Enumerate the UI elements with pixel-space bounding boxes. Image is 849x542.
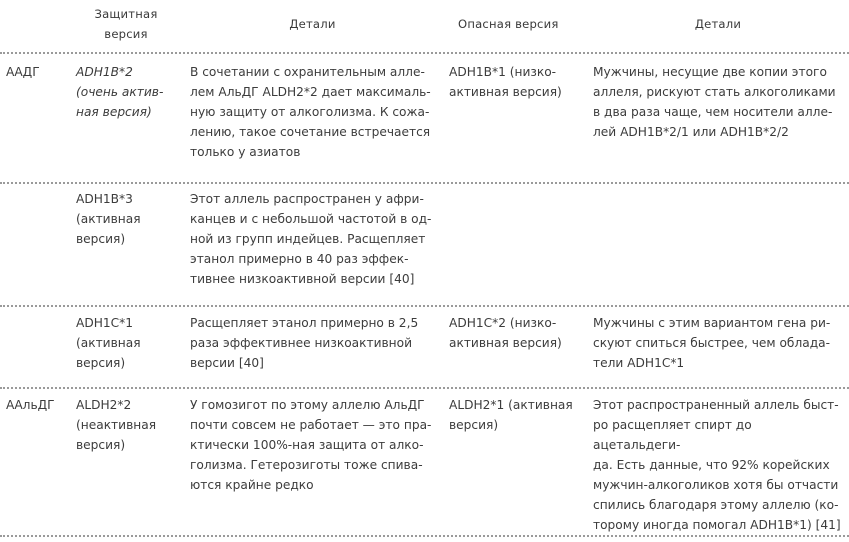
header-details-1: Детали	[289, 17, 336, 31]
row4-protective: ALDH2*2 (неактивная версия)	[76, 398, 157, 452]
row2-separator	[0, 305, 849, 307]
row1-separator	[0, 182, 849, 184]
row4-details: У гомозигот по этому аллелю АльДГ почти совсем не работает — это пра- ктически 100%-ная защита от алко- голизма. Гетерозиготы тоже спива- ются крайне редко	[190, 398, 432, 492]
header-separator	[0, 52, 849, 54]
row1-dangerous-details: Мужчины, несущие две копии этого аллеля, рискуют стать алкоголиками в два раза чаще, чем носители алле- лей ADH1B*2/1 или ADH1B*2/2	[593, 65, 836, 139]
header-dangerous-version: Опасная версия	[458, 17, 559, 31]
row1-details: В сочетании с охранительным алле- лем АльДГ ALDH2*2 дает максималь- ную защиту от алкоголизма. К сожа- лению, такое сочетание встречается только у азиатов	[190, 65, 431, 159]
header-details-2: Детали	[694, 17, 742, 31]
row1-enzyme: ААДГ	[6, 65, 40, 79]
row2-protective: ADH1B*3 (активная версия)	[76, 192, 141, 246]
header-protective-version: Защитная версия	[94, 7, 158, 41]
row4-dangerous-details: Этот распространенный аллель быст- ро расщепляет спирт до ацетальдеги- да. Есть данные, что 92% корейских мужчин-алкоголиков хотя бы отчасти спились благодаря этому аллелю (ко- торому иногда помогал ADH1B*1) [41]	[593, 398, 841, 532]
row3-details: Расщепляет этанол примерно в 2,5 раза эффективнее низкоактивной версии [40]	[190, 316, 419, 370]
row1-protective: ADH1B*2 (очень актив- ная версия)	[76, 65, 164, 119]
table-bottom-separator	[0, 535, 849, 537]
row1-dangerous: ADH1B*1 (низко- активная версия)	[449, 65, 562, 99]
row4-dangerous: ALDH2*1 (активная версия)	[449, 398, 573, 432]
row3-separator	[0, 387, 849, 389]
row3-dangerous: ADH1C*2 (низко- активная версия)	[449, 316, 562, 350]
row3-protective: ADH1C*1 (активная версия)	[76, 316, 141, 370]
row4-enzyme: ААльДГ	[6, 398, 55, 412]
row3-dangerous-details: Мужчины с этим вариантом гена ри- скуют спиться быстрее, чем облада- тели ADH1C*1	[593, 316, 831, 370]
row2-details: Этот аллель распространен у афри- канцев и с небольшой частотой в од- ной из групп индейцев. Расщепляет этанол примерно в 40 раз эффек- тивнее низкоактивной версии [40]	[190, 192, 432, 286]
